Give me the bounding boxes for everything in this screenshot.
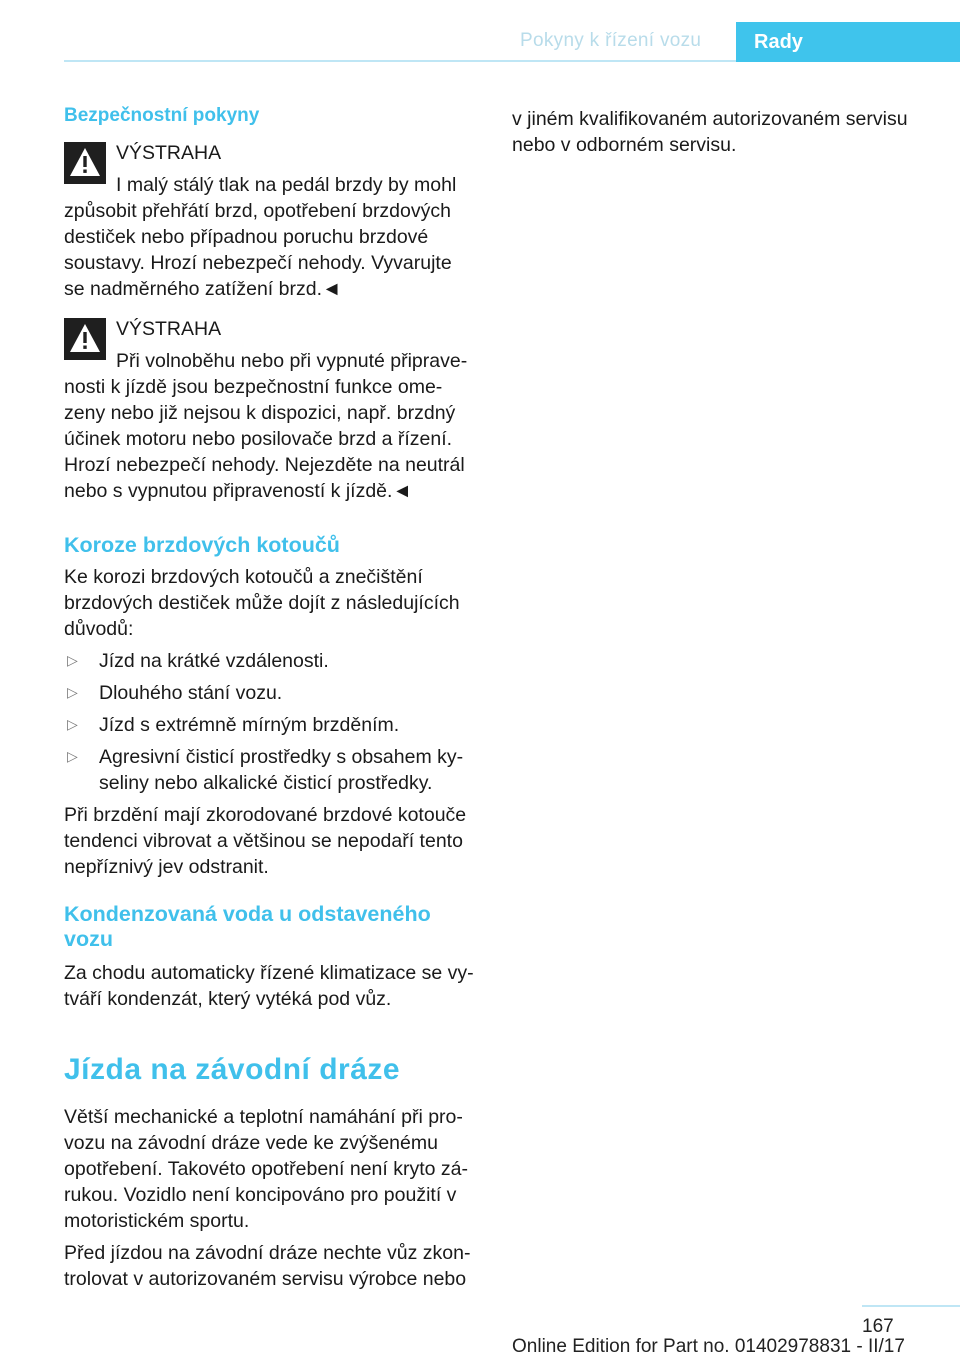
footer-rule: [862, 1305, 960, 1307]
warning2-line: účinek motoru nebo posilovače brzd a řízení.: [64, 428, 453, 450]
corrosion-bullet-item-continued: seliny nebo alkalické čisticí prostředky.: [99, 772, 433, 794]
warning2-line: Hrozí nebezpečí nehody. Nejezděte na neutrál: [64, 454, 465, 476]
racetrack-continued-line: nebo v odborném servisu.: [512, 134, 737, 156]
bullet-triangle-icon: ▷: [67, 716, 78, 732]
header-chapter-tab: [736, 22, 960, 62]
warning2-line: Při volnoběhu nebo při vypnuté připrave‐: [116, 350, 468, 372]
racetrack-para2-line: trolovat v autorizovaném servisu výrobce nebo: [64, 1268, 467, 1290]
racetrack-continued-line: v jiném kvalifikovaném autorizovaném servisu: [512, 108, 908, 130]
bullet-triangle-icon: ▷: [67, 748, 78, 764]
corrosion-bullet-item: Jízd na krátké vzdálenosti.: [99, 650, 329, 672]
header-chapter-label: Rady: [754, 31, 803, 53]
bullet-triangle-icon: ▷: [67, 652, 78, 668]
corrosion-heading: Koroze brzdových kotoučů: [64, 533, 340, 557]
warning2-line: zeny nebo již nejsou k dispozici, např. brzdný: [64, 402, 456, 424]
warning2-line: nebo s vypnutou připraveností k jízdě.◄: [64, 480, 412, 502]
racetrack-para2-line: Před jízdou na závodní dráze nechte vůz zkon‐: [64, 1242, 471, 1264]
racetrack-para1-line: motoristickém sportu.: [64, 1210, 250, 1232]
warning1-line: destiček nebo případnou poruchu brzdové: [64, 226, 429, 248]
corrosion-bullet-item: Jízd s extrémně mírným brzděním.: [99, 714, 400, 736]
condensation-line: Za chodu automaticky řízené klimatizace se vy‐: [64, 962, 474, 984]
racetrack-para1-line: rukou. Vozidlo není koncipováno pro použití v: [64, 1184, 457, 1206]
edition-note: Online Edition for Part no. 01402978831 - II/17: [512, 1336, 905, 1357]
corrosion-intro-line: důvodů:: [64, 618, 134, 640]
warning1-line: se nadměrného zatížení brzd.◄: [64, 278, 342, 300]
racetrack-para1-line: Větší mechanické a teplotní namáhání při pro‐: [64, 1106, 463, 1128]
corrosion-outro-line: Při brzdění mají zkorodované brzdové kotouče: [64, 804, 467, 826]
warning2-title: VÝSTRAHA: [116, 318, 222, 340]
corrosion-bullet-item: Dlouhého stání vozu.: [99, 682, 283, 704]
safety-heading: Bezpečnostní pokyny: [64, 105, 260, 126]
header-rule: [64, 60, 740, 62]
warning-triangle-icon: [64, 142, 106, 184]
warning1-title: VÝSTRAHA: [116, 142, 222, 164]
warning-triangle-icon: [64, 318, 106, 360]
corrosion-outro-line: nepříznivý jev odstranit.: [64, 856, 269, 878]
racetrack-para1-line: vozu na závodní dráze vede ke zvýšenému: [64, 1132, 438, 1154]
warning1-line: soustavy. Hrozí nebezpečí nehody. Vyvarujte: [64, 252, 452, 274]
condensation-heading: Kondenzovaná voda u odstaveného: [64, 902, 431, 926]
corrosion-intro-line: brzdových destiček může dojít z následujících: [64, 592, 460, 614]
corrosion-outro-line: tendenci vibrovat a většinou se nepodaří tento: [64, 830, 463, 852]
warning1-line: I malý stálý tlak na pedál brzdy by mohl: [116, 174, 457, 196]
header-section-title: Pokyny k řízení vozu: [520, 30, 702, 51]
warning1-line: způsobit přehřátí brzd, opotřebení brzdových: [64, 200, 451, 222]
condensation-line: tváří kondenzát, který vytéká pod vůz.: [64, 988, 392, 1010]
warning2-line: nosti k jízdě jsou bezpečnostní funkce ome‐: [64, 376, 443, 398]
corrosion-bullet-item: Agresivní čisticí prostředky s obsahem ky‐: [99, 746, 464, 768]
corrosion-intro-line: Ke korozi brzdových kotoučů a znečištění: [64, 566, 423, 588]
condensation-heading-continued: vozu: [64, 927, 113, 951]
racetrack-heading: Jízda na závodní dráze: [64, 1053, 401, 1086]
bullet-triangle-icon: ▷: [67, 684, 78, 700]
racetrack-para1-line: opotřebení. Takovéto opotřebení není kryto zá‐: [64, 1158, 468, 1180]
page-number: 167: [862, 1316, 894, 1337]
